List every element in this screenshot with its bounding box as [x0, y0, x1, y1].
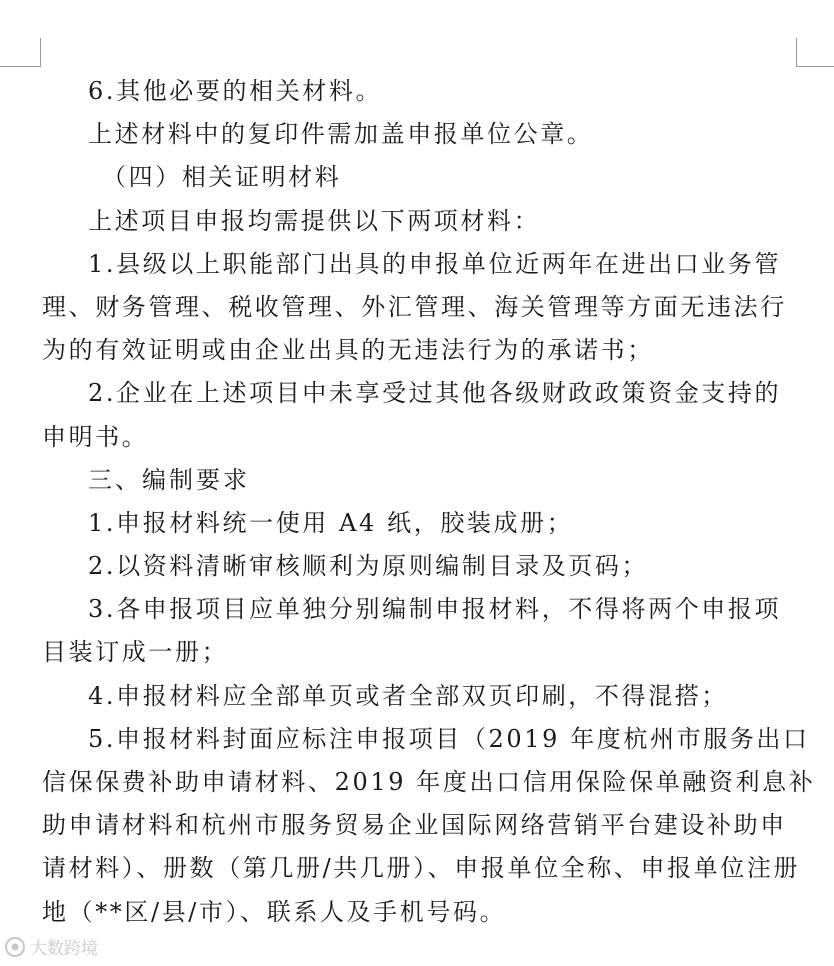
watermark	[4, 934, 98, 959]
paragraph-line: 5.申报材料封面应标注申报项目（2019 年度杭州市服务出口	[88, 724, 810, 753]
paragraph-line: 信保保费补助申请材料、2019 年度出口信用保险保单融资利息补	[42, 768, 816, 796]
paragraph-line: 1.申报材料统一使用 A4 纸，胶装成册；	[88, 508, 574, 537]
paragraph-line: 2.企业在上述项目中未享受过其他各级财政政策资金支持的	[88, 379, 782, 408]
page-corner-mark-right	[796, 38, 834, 67]
paragraph-line: 2.以资料清晰审核顺利为原则编制目录及页码；	[88, 552, 649, 581]
section-subheading: （四）相关证明材料	[102, 163, 342, 192]
paragraph-line: 4.申报材料应全部单页或者全部双页印刷，不得混搭；	[88, 681, 728, 710]
paragraph-line: 地（**区/县/市）、联系人及手机号码。	[42, 897, 507, 926]
paragraph-line: 6.其他必要的相关材料。	[88, 77, 383, 105]
document-body	[42, 70, 816, 934]
watermark-text: 大数跨境	[30, 939, 98, 959]
paragraph-line: 请材料）、册数（第几册/共几册）、申报单位全称、申报单位注册	[42, 854, 801, 883]
paragraph-line: 申明书。	[42, 422, 149, 451]
paragraph-line: 目装订成一册；	[42, 638, 229, 667]
section-heading: 三、编制要求	[88, 465, 250, 494]
paragraph-line: 理、财务管理、税收管理、外汇管理、海关管理等方面无违法行	[42, 292, 787, 321]
paragraph-line: 3.各申报项目应单独分别编制申报材料，不得将两个申报项	[88, 595, 782, 624]
page-corner-mark-left	[0, 38, 41, 67]
paragraph-line: 助申请材料和杭州市服务贸易企业国际网络营销平台建设补助申	[42, 811, 787, 840]
paragraph-line: 为的有效证明或由企业出具的无违法行为的承诺书；	[42, 336, 654, 365]
paragraph-line: 1.县级以上职能部门出具的申报单位近两年在进出口业务管	[88, 249, 782, 278]
paragraph-line: 上述项目申报均需提供以下两项材料：	[88, 206, 541, 235]
brand-logo-icon	[4, 936, 26, 958]
paragraph-line: 上述材料中的复印件需加盖申报单位公章。	[88, 120, 594, 149]
